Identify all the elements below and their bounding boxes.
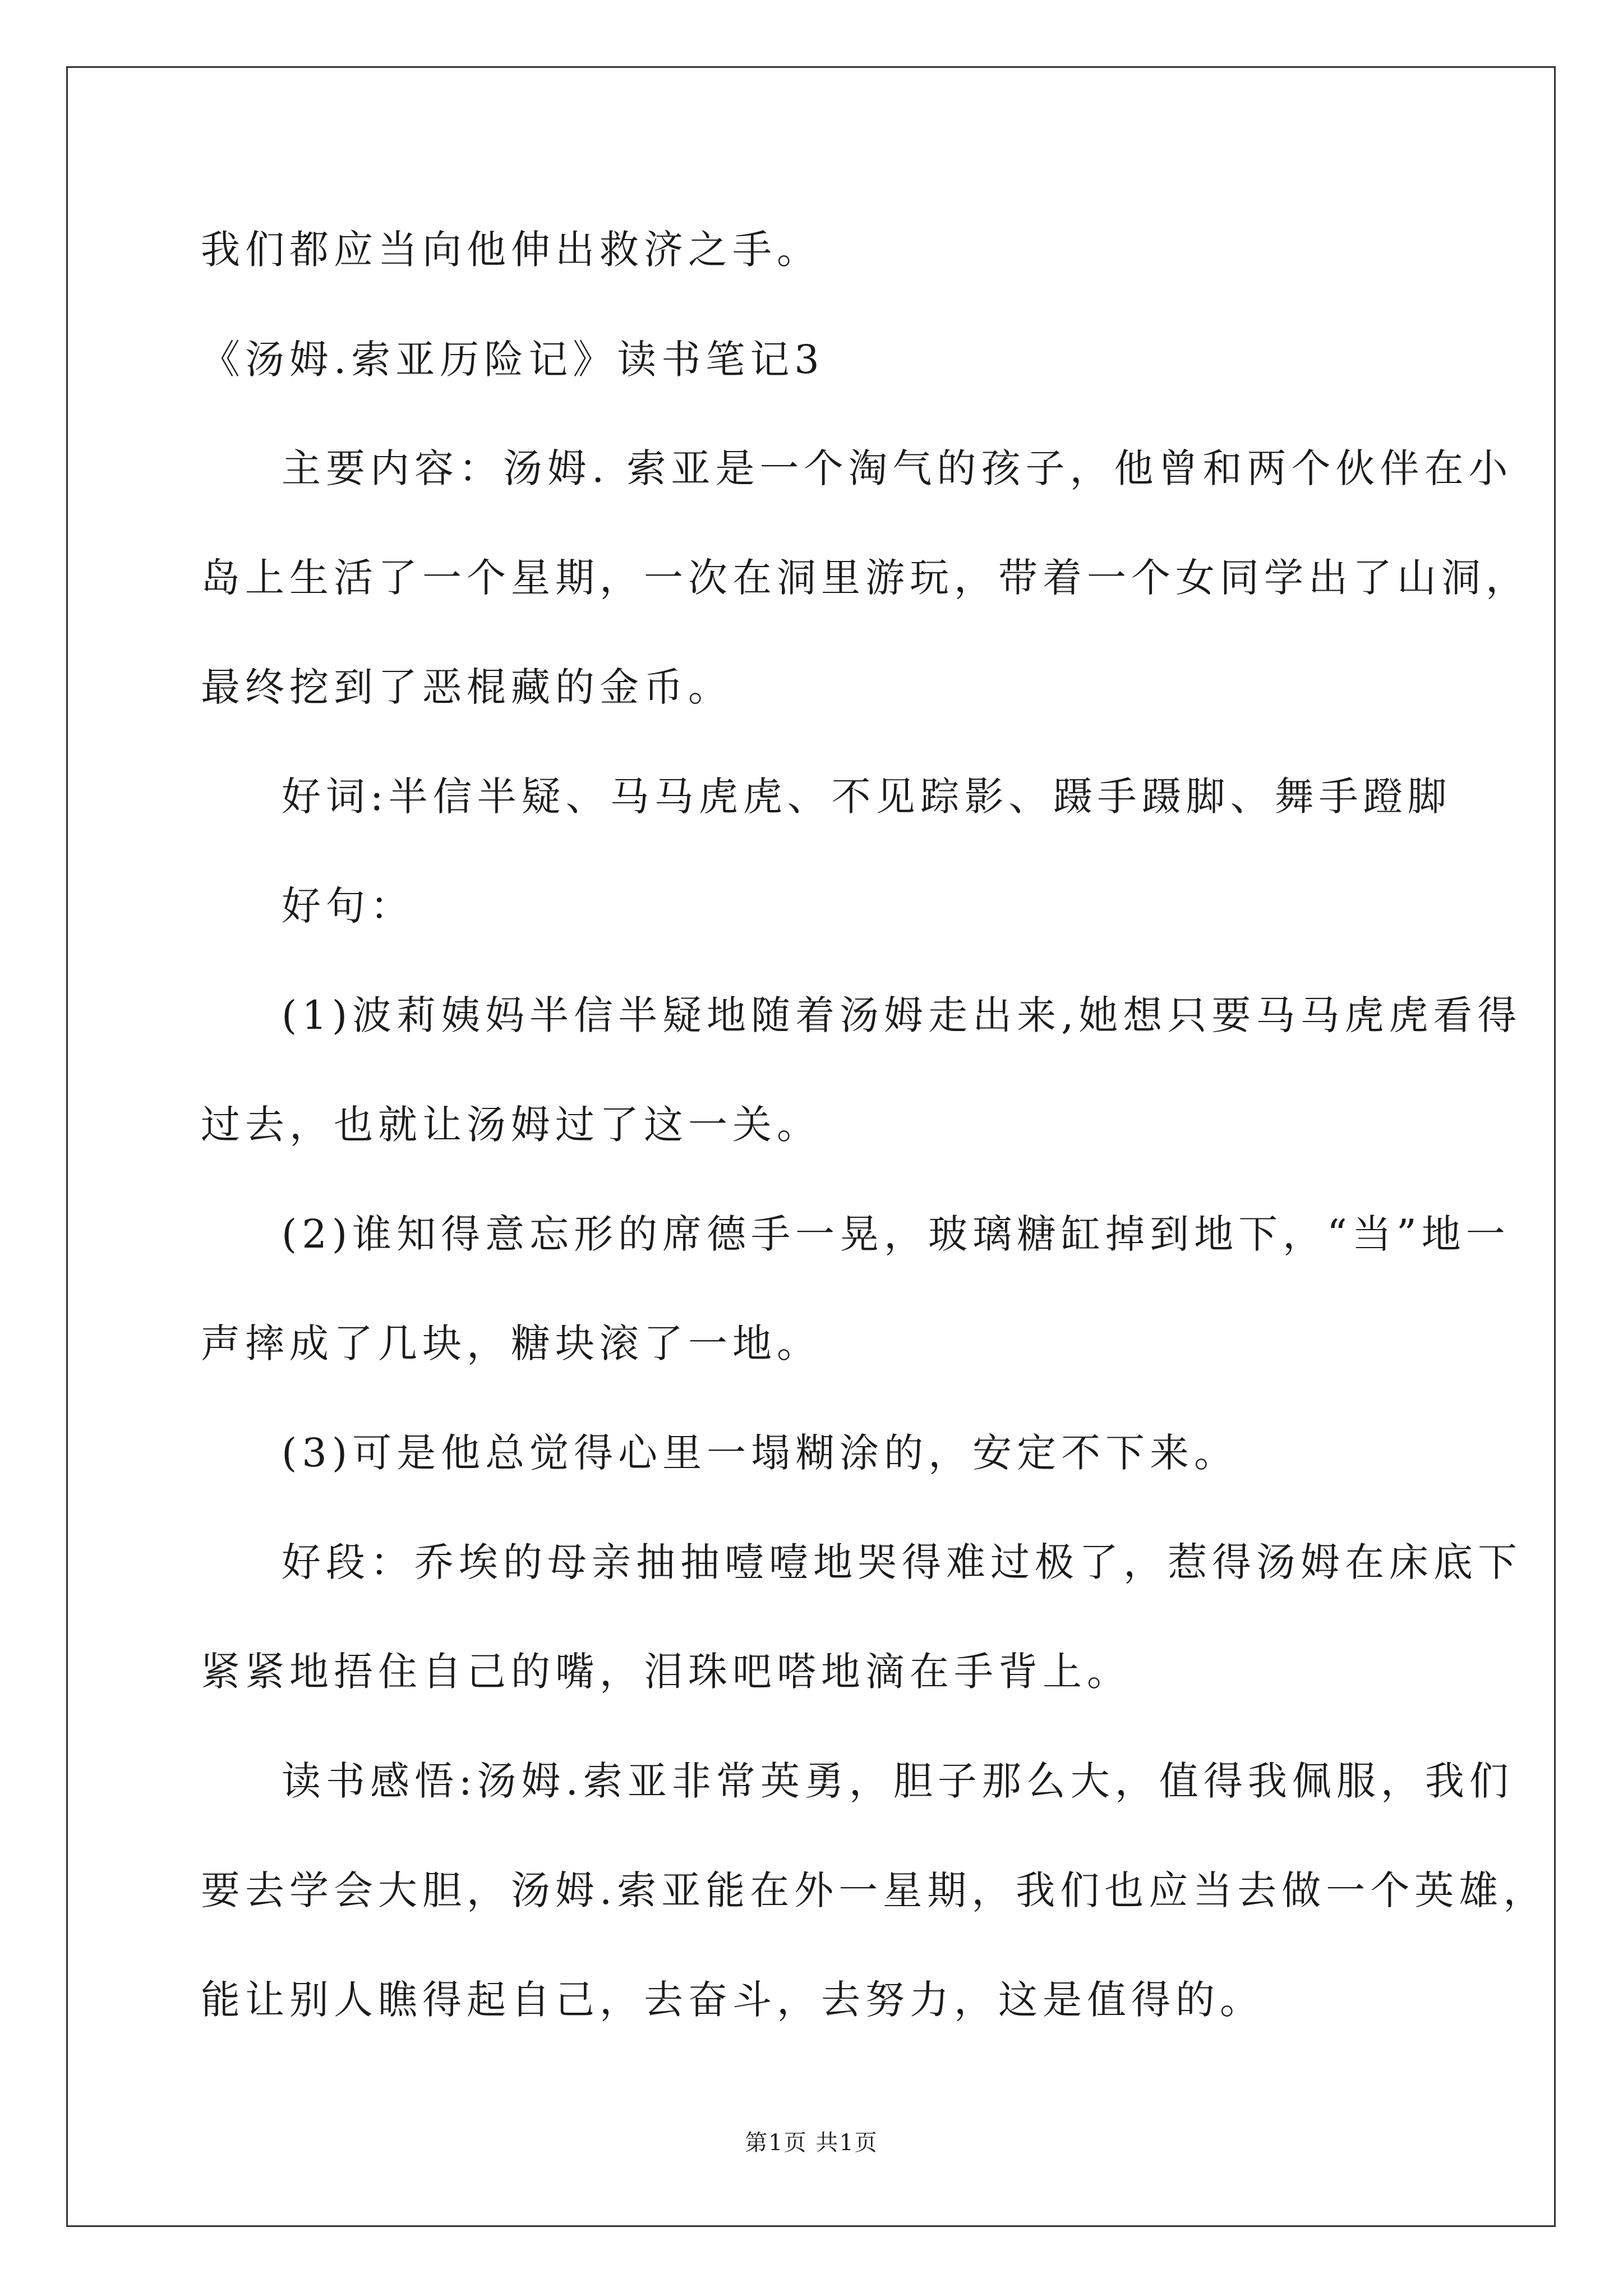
- text-line: (2)谁知得意忘形的席德手一晃，玻璃糖缸掉到地下，“当”地一: [282, 1211, 1510, 1257]
- text-line: 紧紧地捂住自己的嘴，泪珠吧嗒地滴在手背上。: [201, 1649, 1131, 1695]
- text-line: 好段：乔埃的母亲抽抽噎噎地哭得难过极了，惹得汤姆在床底下: [282, 1539, 1522, 1585]
- text-line: 主要内容：汤姆. 索亚是一个淘气的孩子，他曾和两个伙伴在小: [282, 445, 1513, 491]
- text-line: 读书感悟:汤姆.索亚非常英勇，胆子那么大，值得我佩服，我们: [282, 1758, 1514, 1804]
- text-line: 能让别人瞧得起自己，去奋斗，去努力，这是值得的。: [201, 1977, 1264, 2023]
- text-line: 好词:半信半疑、马马虎虎、不见踪影、蹑手蹑脚、舞手蹬脚: [282, 774, 1452, 820]
- text-line: 好句：: [282, 883, 414, 929]
- text-line: 最终挖到了恶棍藏的金币。: [201, 664, 732, 710]
- text-line: 声摔成了几块，糖块滚了一地。: [201, 1320, 821, 1366]
- text-line: 岛上生活了一个星期，一次在洞里游玩，带着一个女同学出了山洞，: [201, 555, 1530, 601]
- text-line: (1)波莉姨妈半信半疑地随着汤姆走出来,她想只要马马虎虎看得: [282, 992, 1522, 1038]
- page-footer: 第1页 共1页: [745, 2130, 878, 2156]
- text-line: 过去，也就让汤姆过了这一关。: [201, 1102, 821, 1148]
- section-heading: 《汤姆.索亚历险记》读书笔记3: [201, 337, 824, 383]
- text-line: 要去学会大胆，汤姆.索亚能在外一星期，我们也应当去做一个英雄，: [201, 1867, 1548, 1913]
- text-line: (3)可是他总觉得心里一塌糊涂的，安定不下来。: [282, 1430, 1239, 1476]
- text-line: 我们都应当向他伸出救济之手。: [201, 227, 821, 273]
